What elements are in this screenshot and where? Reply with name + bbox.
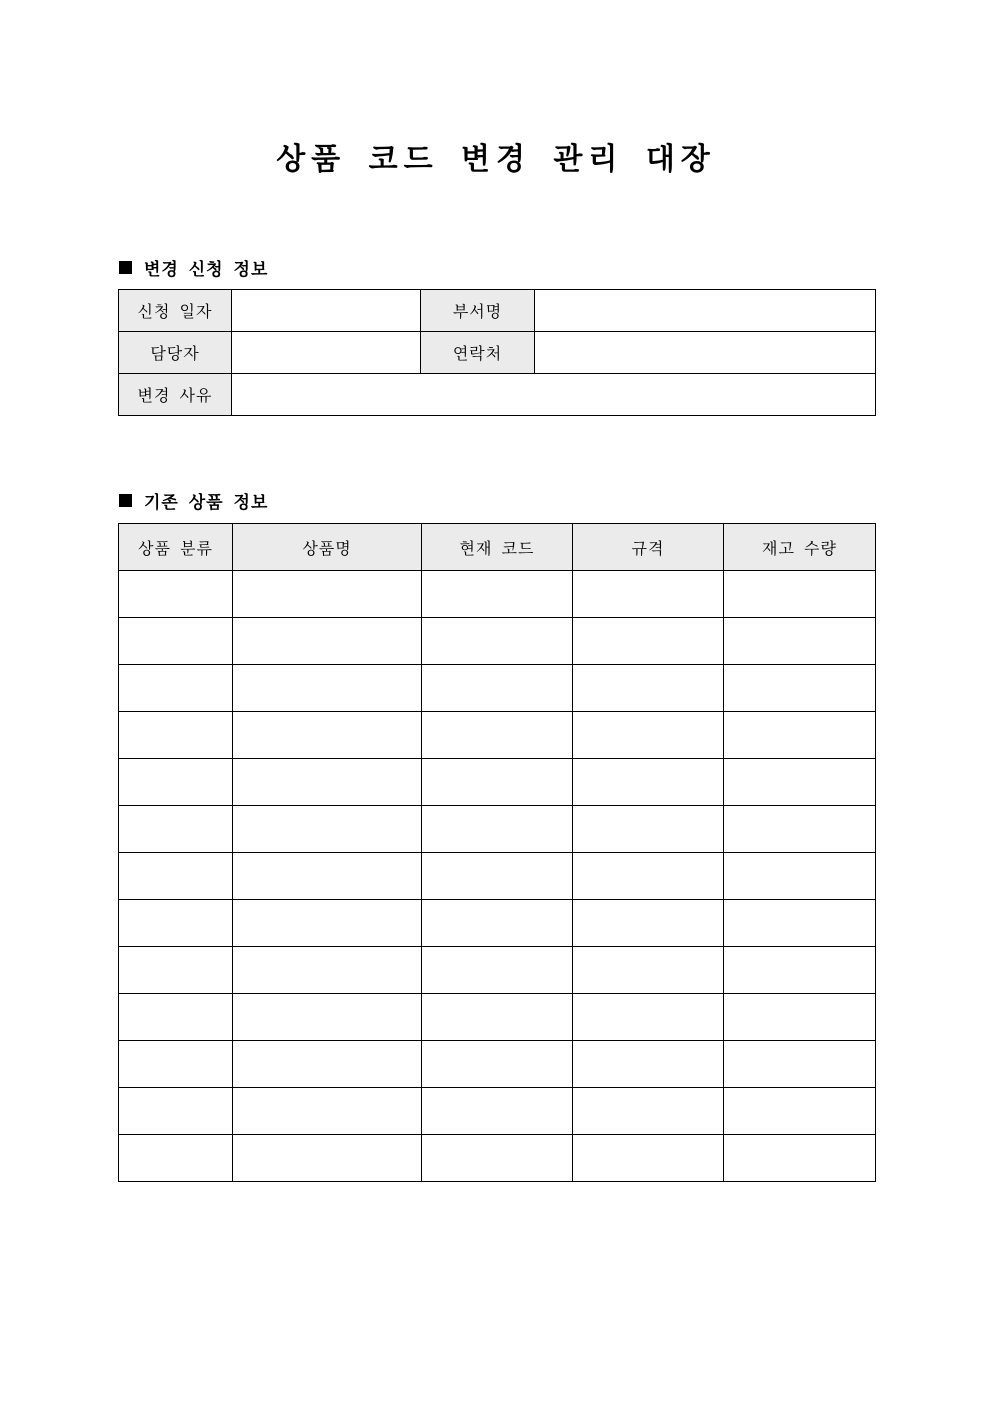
section-heading-request-text: 변경 신청 정보 (144, 260, 269, 280)
cell-category[interactable] (119, 759, 233, 806)
label-department: 부서명 (421, 290, 535, 332)
label-manager: 담당자 (119, 332, 232, 374)
cell-stock-qty[interactable] (724, 1041, 876, 1088)
section-heading-product-text: 기존 상품 정보 (144, 493, 269, 513)
cell-product-name[interactable] (233, 806, 422, 853)
cell-current-code[interactable] (422, 571, 573, 618)
cell-product-name[interactable] (233, 759, 422, 806)
table-row (119, 571, 876, 618)
table-row (119, 900, 876, 947)
cell-current-code[interactable] (422, 994, 573, 1041)
cell-spec[interactable] (573, 994, 724, 1041)
cell-current-code[interactable] (422, 1088, 573, 1135)
cell-stock-qty[interactable] (724, 571, 876, 618)
table-row (119, 618, 876, 665)
table-row (119, 853, 876, 900)
table-row (119, 806, 876, 853)
table-row (119, 374, 876, 416)
cell-product-name[interactable] (233, 1135, 422, 1182)
cell-category[interactable] (119, 1041, 233, 1088)
table-header-row (119, 524, 876, 571)
table-row (119, 332, 876, 374)
cell-spec[interactable] (573, 900, 724, 947)
cell-stock-qty[interactable] (724, 1088, 876, 1135)
cell-current-code[interactable] (422, 1135, 573, 1182)
cell-category[interactable] (119, 900, 233, 947)
cell-category[interactable] (119, 665, 233, 712)
table-row (119, 1088, 876, 1135)
label-change-reason: 변경 사유 (119, 374, 232, 416)
cell-current-code[interactable] (422, 665, 573, 712)
table-row (119, 759, 876, 806)
column-header-stock-qty: 재고 수량 (724, 524, 876, 571)
cell-spec[interactable] (573, 1135, 724, 1182)
cell-spec[interactable] (573, 853, 724, 900)
cell-category[interactable] (119, 947, 233, 994)
cell-stock-qty[interactable] (724, 947, 876, 994)
table-row (119, 1135, 876, 1182)
section-heading-request (119, 255, 268, 280)
cell-spec[interactable] (573, 618, 724, 665)
column-header-category: 상품 분류 (119, 524, 233, 571)
cell-spec[interactable] (573, 806, 724, 853)
cell-spec[interactable] (573, 665, 724, 712)
cell-stock-qty[interactable] (724, 853, 876, 900)
cell-current-code[interactable] (422, 1041, 573, 1088)
cell-product-name[interactable] (233, 665, 422, 712)
cell-stock-qty[interactable] (724, 665, 876, 712)
cell-stock-qty[interactable] (724, 712, 876, 759)
cell-stock-qty[interactable] (724, 618, 876, 665)
field-manager[interactable] (232, 332, 421, 374)
cell-stock-qty[interactable] (724, 759, 876, 806)
table-row (119, 1041, 876, 1088)
cell-product-name[interactable] (233, 1041, 422, 1088)
cell-current-code[interactable] (422, 853, 573, 900)
cell-stock-qty[interactable] (724, 900, 876, 947)
cell-category[interactable] (119, 806, 233, 853)
cell-current-code[interactable] (422, 900, 573, 947)
cell-stock-qty[interactable] (724, 1135, 876, 1182)
cell-spec[interactable] (573, 947, 724, 994)
cell-current-code[interactable] (422, 806, 573, 853)
cell-category[interactable] (119, 1088, 233, 1135)
table-row (119, 290, 876, 332)
cell-spec[interactable] (573, 712, 724, 759)
section-heading-product (119, 488, 268, 513)
cell-product-name[interactable] (233, 712, 422, 759)
cell-current-code[interactable] (422, 712, 573, 759)
cell-category[interactable] (119, 571, 233, 618)
square-bullet-icon (119, 261, 132, 274)
cell-current-code[interactable] (422, 947, 573, 994)
cell-category[interactable] (119, 1135, 233, 1182)
field-department[interactable] (535, 290, 876, 332)
cell-product-name[interactable] (233, 900, 422, 947)
table-row (119, 947, 876, 994)
label-contact: 연락처 (421, 332, 535, 374)
request-info-table (118, 289, 876, 416)
table-row (119, 712, 876, 759)
cell-spec[interactable] (573, 1041, 724, 1088)
field-contact[interactable] (535, 332, 876, 374)
cell-current-code[interactable] (422, 618, 573, 665)
column-header-spec: 규격 (573, 524, 724, 571)
field-request-date[interactable] (232, 290, 421, 332)
cell-spec[interactable] (573, 1088, 724, 1135)
cell-product-name[interactable] (233, 853, 422, 900)
page-title: 상품 코드 변경 관리 대장 (276, 142, 716, 177)
cell-stock-qty[interactable] (724, 994, 876, 1041)
cell-stock-qty[interactable] (724, 806, 876, 853)
table-row (119, 994, 876, 1041)
label-request-date: 신청 일자 (119, 290, 232, 332)
column-header-product-name: 상품명 (233, 524, 422, 571)
cell-product-name[interactable] (233, 947, 422, 994)
cell-category[interactable] (119, 618, 233, 665)
cell-category[interactable] (119, 712, 233, 759)
square-bullet-icon (119, 494, 132, 507)
cell-category[interactable] (119, 994, 233, 1041)
cell-spec[interactable] (573, 571, 724, 618)
cell-current-code[interactable] (422, 759, 573, 806)
cell-product-name[interactable] (233, 1088, 422, 1135)
cell-spec[interactable] (573, 759, 724, 806)
cell-product-name[interactable] (233, 571, 422, 618)
cell-product-name[interactable] (233, 994, 422, 1041)
cell-category[interactable] (119, 853, 233, 900)
field-change-reason[interactable] (232, 374, 876, 416)
cell-product-name[interactable] (233, 618, 422, 665)
table-row (119, 665, 876, 712)
column-header-current-code: 현재 코드 (422, 524, 573, 571)
product-info-table (118, 523, 876, 1182)
